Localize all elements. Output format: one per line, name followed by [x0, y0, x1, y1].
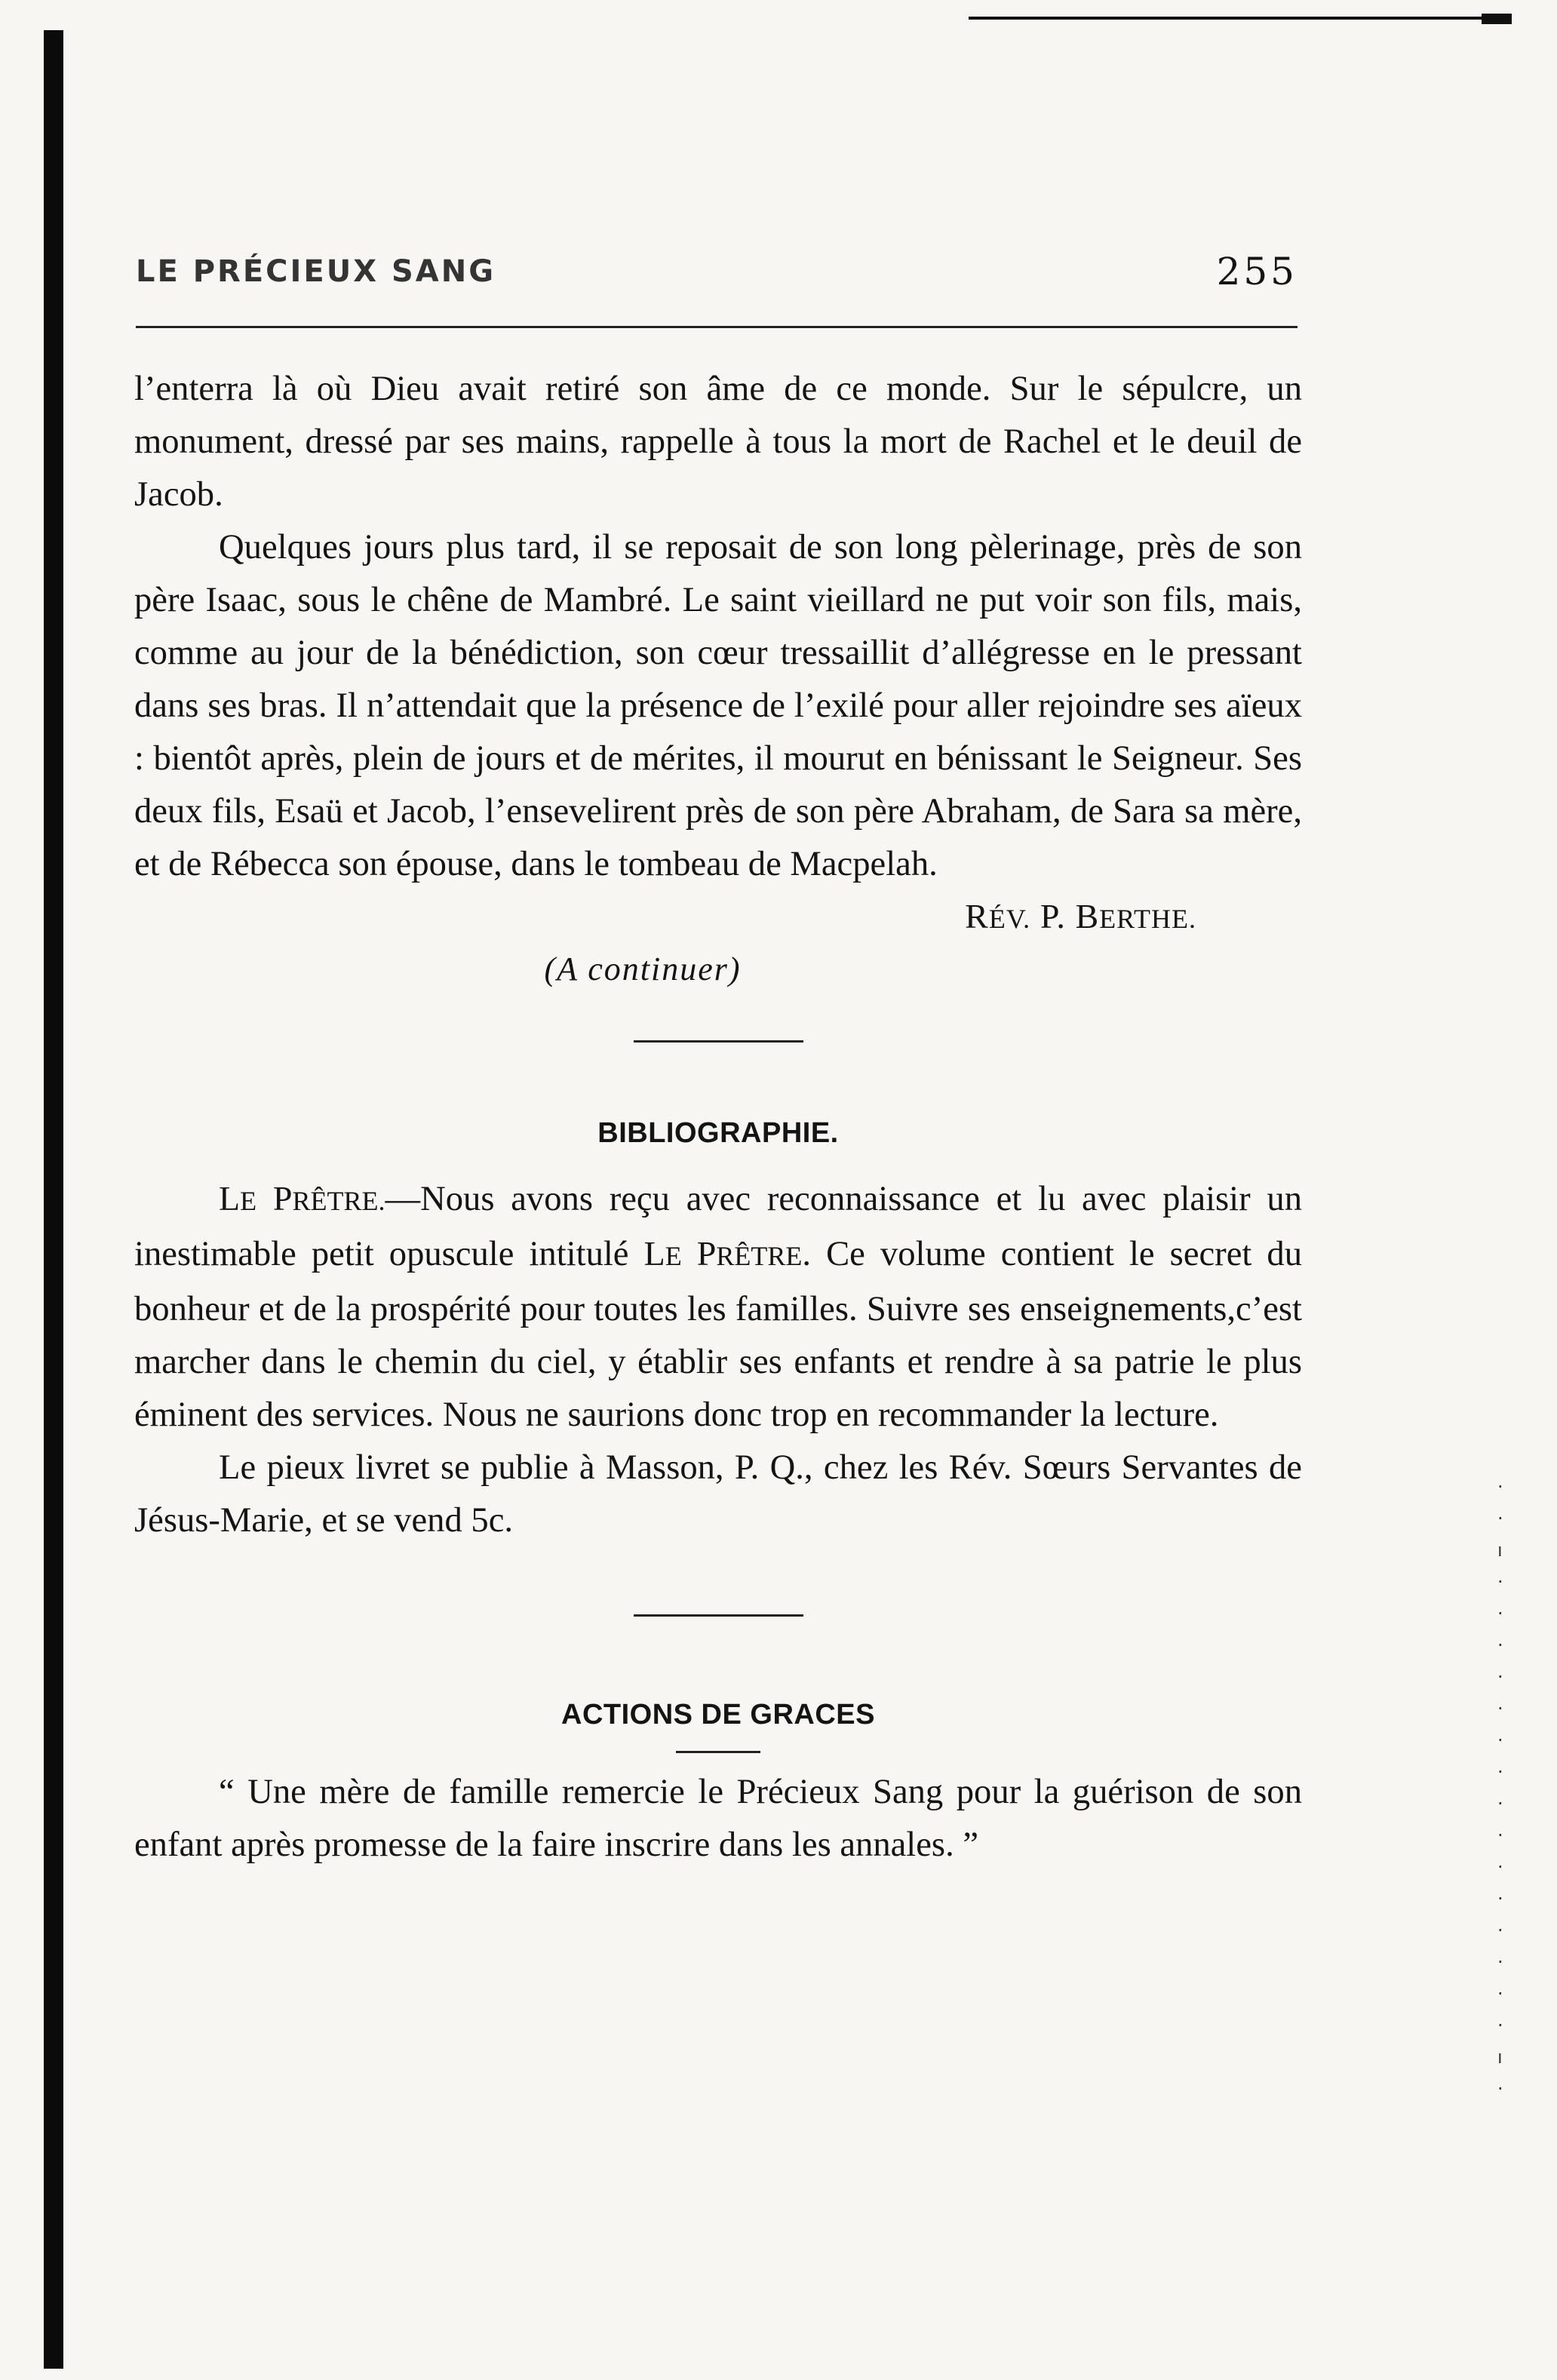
actions-heading: ACTIONS DE GRACES	[561, 1699, 875, 1730]
author-signature: RÉV. P. BERTHE.	[965, 897, 1196, 935]
page-content	[134, 362, 1302, 1871]
running-title: LE PRÉCIEUX SANG	[136, 254, 496, 289]
bibliography-heading: BIBLIOGRAPHIE.	[597, 1117, 839, 1149]
page-header	[136, 245, 1298, 298]
bibliography-publisher: Le pieux livret se publie à Masson, P. Q., chez les Rév. Sœurs Servantes de Jésus-Marie, et se vend 5c.	[134, 1448, 1302, 1540]
scan-top-line	[969, 17, 1512, 20]
header-rule	[136, 326, 1298, 328]
page-number: 255	[1216, 250, 1298, 293]
thanksgiving-quote: “ Une mère de famille remercie le Précieux Sang pour la guérison de son enfant après promesse de la faire inscrire dans les annales. ”	[134, 1772, 1302, 1864]
bibliography-paragraph: LE PRÊTRE.—Nous avons reçu avec reconnaissance et lu avec plaisir un inestimable petit opuscule intitulé LE PRÊTRE. Ce volume contient le secret du bonheur et de la prospérité pour toutes les familles. Suivre ses enseignements,c’est marcher dans le chemin du ciel, y établir ses enfants et rendre à sa patrie le plus éminent des services. Nous ne saurions donc trop en recommander la lecture.	[134, 1179, 1303, 1434]
scan-edge-bar	[44, 30, 63, 2369]
margin-speckle: · · ı · · · · · · · · · · · · · · · ı ·	[1497, 1476, 1503, 2099]
continuation-note: (A continuer)	[544, 950, 742, 987]
paragraph-isaac: Quelques jours plus tard, il se reposait de son long pèlerinage, près de son père Isaac, sous le chêne de Mambré. Le saint vieillard ne put voir son fils, mais, comme au jour de la bénédiction, son cœur tressaillit d’allégresse en le pressant dans ses bras. Il n’attendait que la présence de l’exilé pour aller rejoindre ses aïeux : bientôt après, plein de jours et de mérites, il mourut en bénissant le Seigneur. Ses deux fils, Esaü et Jacob, l’ensevelirent près de son père Abraham, de Sara sa mère, et de Rébecca son épouse, dans le tombeau de Macpelah.	[134, 527, 1302, 883]
paragraph-continued: l’enterra là où Dieu avait retiré son âme de ce monde. Sur le sépulcre, un monument, dressé par ses mains, rappelle à tous la mort de Rachel et le deuil de Jacob.	[134, 369, 1302, 514]
